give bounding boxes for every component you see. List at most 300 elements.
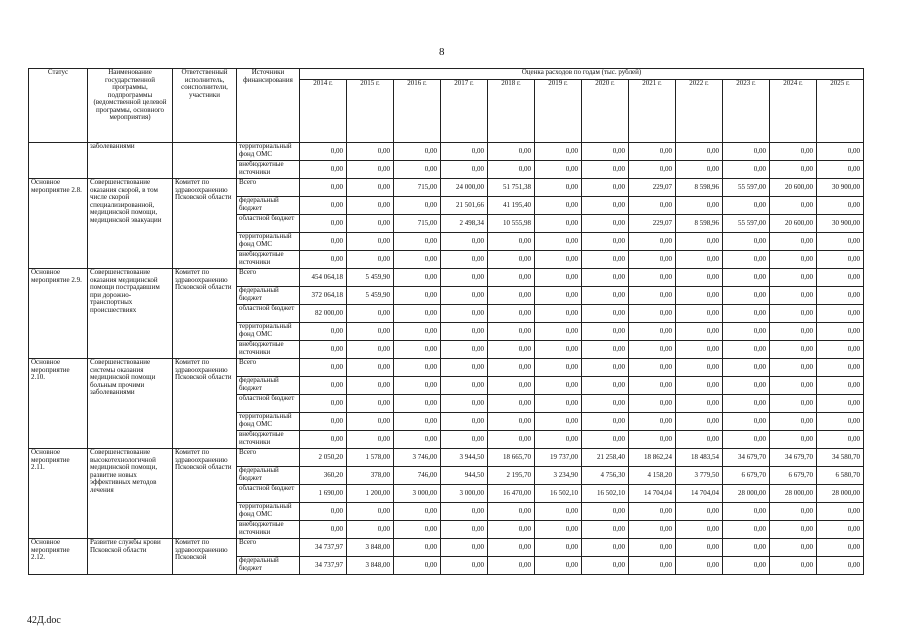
value-cell: 34 679,70: [723, 449, 770, 467]
value-cell: 0,00: [582, 557, 629, 575]
value-cell: 0,00: [629, 377, 676, 395]
value-cell: 0,00: [676, 233, 723, 251]
value-cell: 0,00: [347, 341, 394, 359]
value-cell: 0,00: [300, 359, 347, 377]
value-cell: 944,50: [441, 467, 488, 485]
value-cell: 0,00: [582, 197, 629, 215]
value-cell: 0,00: [629, 287, 676, 305]
value-cell: 0,00: [582, 377, 629, 395]
status-cell: Основное мероприятие 2.9.: [29, 269, 88, 359]
value-cell: 34 679,70: [770, 449, 817, 467]
source-cell: внебюджетные источники: [237, 431, 300, 449]
value-cell: 0,00: [535, 341, 582, 359]
value-cell: 0,00: [488, 359, 535, 377]
value-cell: 0,00: [817, 539, 864, 557]
value-cell: 0,00: [723, 359, 770, 377]
source-cell: территориальный фонд ОМС: [237, 143, 300, 161]
value-cell: 3 848,00: [347, 557, 394, 575]
value-cell: 0,00: [817, 359, 864, 377]
value-cell: 0,00: [723, 305, 770, 323]
value-cell: 0,00: [488, 161, 535, 179]
value-cell: 0,00: [488, 251, 535, 269]
value-cell: 0,00: [582, 179, 629, 197]
value-cell: 0,00: [629, 161, 676, 179]
header-estimate: Оценка расходов по годам (тыс. рублей): [300, 69, 864, 80]
value-cell: 454 064,18: [300, 269, 347, 287]
value-cell: 34 737,97: [300, 557, 347, 575]
value-cell: 1 200,00: [347, 485, 394, 503]
value-cell: 0,00: [347, 215, 394, 233]
value-cell: 0,00: [723, 233, 770, 251]
value-cell: 0,00: [817, 305, 864, 323]
source-cell: внебюджетные источники: [237, 341, 300, 359]
value-cell: 6 580,70: [817, 467, 864, 485]
value-cell: 0,00: [676, 143, 723, 161]
value-cell: 0,00: [629, 395, 676, 413]
expenditure-table: [28, 68, 864, 575]
source-cell: Всего: [237, 539, 300, 557]
value-cell: 0,00: [582, 215, 629, 233]
value-cell: 3 746,00: [394, 449, 441, 467]
table-row: [29, 143, 864, 161]
value-cell: 0,00: [723, 341, 770, 359]
value-cell: 0,00: [535, 233, 582, 251]
value-cell: 0,00: [394, 233, 441, 251]
source-cell: Всего: [237, 359, 300, 377]
value-cell: 0,00: [535, 215, 582, 233]
value-cell: 3 234,90: [535, 467, 582, 485]
value-cell: 30 900,00: [817, 179, 864, 197]
source-cell: Всего: [237, 449, 300, 467]
value-cell: 0,00: [347, 521, 394, 539]
value-cell: 0,00: [441, 431, 488, 449]
value-cell: 0,00: [347, 503, 394, 521]
value-cell: 6 679,70: [723, 467, 770, 485]
value-cell: 24 000,00: [441, 179, 488, 197]
value-cell: 0,00: [394, 197, 441, 215]
value-cell: 0,00: [535, 395, 582, 413]
source-cell: федеральный бюджет: [237, 467, 300, 485]
header-year: 2024 г.: [770, 80, 817, 143]
value-cell: 0,00: [817, 413, 864, 431]
value-cell: 0,00: [582, 287, 629, 305]
source-cell: областной бюджет: [237, 395, 300, 413]
value-cell: 0,00: [676, 197, 723, 215]
value-cell: 16 502,10: [582, 485, 629, 503]
value-cell: 82 000,00: [300, 305, 347, 323]
value-cell: 0,00: [488, 323, 535, 341]
header-year: 2018 г.: [488, 80, 535, 143]
source-cell: Всего: [237, 269, 300, 287]
source-cell: территориальный фонд ОМС: [237, 233, 300, 251]
value-cell: 55 597,00: [723, 215, 770, 233]
executor-cell: Комитет по здравоохранению Псковской области: [173, 359, 237, 449]
value-cell: 0,00: [347, 395, 394, 413]
table-row: [29, 539, 864, 557]
table-row: [29, 449, 864, 467]
table-row: [29, 269, 864, 287]
value-cell: 0,00: [676, 557, 723, 575]
value-cell: 0,00: [723, 143, 770, 161]
value-cell: 0,00: [488, 305, 535, 323]
value-cell: 0,00: [629, 413, 676, 431]
value-cell: 0,00: [300, 395, 347, 413]
value-cell: 0,00: [394, 377, 441, 395]
value-cell: 0,00: [300, 215, 347, 233]
value-cell: 715,00: [394, 215, 441, 233]
value-cell: 0,00: [723, 197, 770, 215]
value-cell: 360,20: [300, 467, 347, 485]
value-cell: 0,00: [394, 431, 441, 449]
value-cell: 0,00: [817, 521, 864, 539]
value-cell: 0,00: [300, 413, 347, 431]
value-cell: 0,00: [817, 269, 864, 287]
name-cell: Совершенствование оказания медицинской помощи пострадавшим при дорожно-транспортных происшествиях: [88, 269, 173, 359]
value-cell: 0,00: [394, 521, 441, 539]
value-cell: 0,00: [300, 503, 347, 521]
value-cell: 0,00: [582, 413, 629, 431]
value-cell: 0,00: [676, 269, 723, 287]
value-cell: 0,00: [535, 557, 582, 575]
value-cell: 0,00: [629, 143, 676, 161]
value-cell: 0,00: [817, 197, 864, 215]
value-cell: 14 704,04: [676, 485, 723, 503]
value-cell: 0,00: [723, 431, 770, 449]
value-cell: 0,00: [394, 539, 441, 557]
executor-cell: Комитет по здравоохранению Псковской: [173, 539, 237, 575]
value-cell: 0,00: [723, 539, 770, 557]
source-cell: областной бюджет: [237, 485, 300, 503]
value-cell: 0,00: [535, 269, 582, 287]
value-cell: 0,00: [441, 377, 488, 395]
value-cell: 19 737,00: [535, 449, 582, 467]
value-cell: 0,00: [488, 341, 535, 359]
value-cell: 0,00: [817, 395, 864, 413]
value-cell: 0,00: [582, 341, 629, 359]
value-cell: 0,00: [770, 413, 817, 431]
value-cell: 0,00: [723, 323, 770, 341]
value-cell: 0,00: [441, 341, 488, 359]
status-cell: Основное мероприятие 2.12.: [29, 539, 88, 575]
value-cell: 0,00: [488, 377, 535, 395]
source-cell: федеральный бюджет: [237, 287, 300, 305]
value-cell: 0,00: [441, 323, 488, 341]
value-cell: 0,00: [441, 287, 488, 305]
value-cell: 0,00: [629, 305, 676, 323]
value-cell: 0,00: [582, 143, 629, 161]
value-cell: 0,00: [676, 395, 723, 413]
value-cell: 0,00: [347, 143, 394, 161]
value-cell: 3 000,00: [441, 485, 488, 503]
page-number: 8: [439, 46, 445, 58]
value-cell: 0,00: [817, 143, 864, 161]
value-cell: 0,00: [629, 323, 676, 341]
source-cell: федеральный бюджет: [237, 557, 300, 575]
header-source: Источники финансирования: [237, 69, 300, 143]
value-cell: 0,00: [817, 341, 864, 359]
value-cell: 0,00: [394, 269, 441, 287]
value-cell: 0,00: [723, 521, 770, 539]
value-cell: 0,00: [488, 395, 535, 413]
value-cell: 378,00: [347, 467, 394, 485]
value-cell: 0,00: [629, 503, 676, 521]
value-cell: 0,00: [300, 323, 347, 341]
value-cell: 0,00: [300, 341, 347, 359]
value-cell: 0,00: [488, 233, 535, 251]
source-cell: федеральный бюджет: [237, 197, 300, 215]
name-cell: заболеваниями: [88, 143, 173, 179]
value-cell: 0,00: [629, 233, 676, 251]
value-cell: 0,00: [582, 305, 629, 323]
value-cell: 0,00: [488, 431, 535, 449]
executor-cell: [173, 143, 237, 179]
value-cell: 0,00: [629, 269, 676, 287]
header-executor: Ответственный исполнитель, соисполнители, участники: [173, 69, 237, 143]
value-cell: 229,07: [629, 215, 676, 233]
value-cell: 1 578,00: [347, 449, 394, 467]
value-cell: 0,00: [582, 359, 629, 377]
value-cell: 0,00: [676, 521, 723, 539]
value-cell: 0,00: [535, 413, 582, 431]
value-cell: 0,00: [535, 359, 582, 377]
value-cell: 0,00: [347, 179, 394, 197]
value-cell: 0,00: [300, 251, 347, 269]
value-cell: 0,00: [535, 197, 582, 215]
value-cell: 0,00: [629, 359, 676, 377]
name-cell: Совершенствование системы оказания медицинской помощи больным прочими заболеваниями: [88, 359, 173, 449]
value-cell: 0,00: [488, 521, 535, 539]
value-cell: 0,00: [582, 521, 629, 539]
value-cell: 16 470,00: [488, 485, 535, 503]
value-cell: 0,00: [535, 161, 582, 179]
value-cell: 0,00: [441, 521, 488, 539]
value-cell: 16 502,10: [535, 485, 582, 503]
source-cell: внебюджетные источники: [237, 251, 300, 269]
name-cell: Совершенствование оказания скорой, в том числе скорой специализированной, медицинской помощи, медицинской эвакуации: [88, 179, 173, 269]
value-cell: 2 498,34: [441, 215, 488, 233]
value-cell: 0,00: [676, 161, 723, 179]
value-cell: 0,00: [770, 143, 817, 161]
value-cell: 0,00: [676, 305, 723, 323]
value-cell: 34 580,70: [817, 449, 864, 467]
value-cell: 0,00: [394, 287, 441, 305]
value-cell: 0,00: [676, 377, 723, 395]
value-cell: 0,00: [582, 395, 629, 413]
value-cell: 18 665,70: [488, 449, 535, 467]
source-cell: территориальный фонд ОМС: [237, 413, 300, 431]
value-cell: 0,00: [394, 557, 441, 575]
value-cell: 0,00: [817, 161, 864, 179]
value-cell: 0,00: [300, 197, 347, 215]
value-cell: 0,00: [441, 251, 488, 269]
value-cell: 18 862,24: [629, 449, 676, 467]
value-cell: 0,00: [770, 197, 817, 215]
value-cell: 8 598,96: [676, 179, 723, 197]
value-cell: 28 000,00: [817, 485, 864, 503]
value-cell: 0,00: [347, 431, 394, 449]
header-year: 2025 г.: [817, 80, 864, 143]
value-cell: 0,00: [676, 413, 723, 431]
name-cell: Совершенствование высокотехнологичной медицинской помощи, развитие новых эффективных методов лечения: [88, 449, 173, 539]
value-cell: 21 258,40: [582, 449, 629, 467]
value-cell: 0,00: [441, 359, 488, 377]
value-cell: 0,00: [817, 287, 864, 305]
value-cell: 3 944,50: [441, 449, 488, 467]
value-cell: 0,00: [300, 161, 347, 179]
source-cell: внебюджетные источники: [237, 161, 300, 179]
header-year: 2020 г.: [582, 80, 629, 143]
value-cell: 229,07: [629, 179, 676, 197]
value-cell: 0,00: [629, 251, 676, 269]
value-cell: 0,00: [441, 233, 488, 251]
value-cell: 55 597,00: [723, 179, 770, 197]
value-cell: 0,00: [582, 233, 629, 251]
value-cell: 10 555,98: [488, 215, 535, 233]
name-cell: Развитие службы крови Псковской области: [88, 539, 173, 575]
value-cell: 0,00: [770, 557, 817, 575]
value-cell: 3 848,00: [347, 539, 394, 557]
status-cell: Основное мероприятие 2.8.: [29, 179, 88, 269]
value-cell: 0,00: [441, 557, 488, 575]
source-cell: внебюджетные источники: [237, 521, 300, 539]
value-cell: 0,00: [347, 377, 394, 395]
value-cell: 0,00: [676, 503, 723, 521]
value-cell: 0,00: [535, 521, 582, 539]
source-cell: Всего: [237, 179, 300, 197]
value-cell: 0,00: [535, 503, 582, 521]
value-cell: 3 779,50: [676, 467, 723, 485]
header-year: 2017 г.: [441, 80, 488, 143]
executor-cell: Комитет по здравоохранению Псковской области: [173, 179, 237, 269]
value-cell: 0,00: [394, 413, 441, 431]
value-cell: 0,00: [488, 269, 535, 287]
value-cell: 0,00: [347, 197, 394, 215]
value-cell: 0,00: [676, 539, 723, 557]
header-year: 2021 г.: [629, 80, 676, 143]
value-cell: 8 598,96: [676, 215, 723, 233]
value-cell: 51 751,38: [488, 179, 535, 197]
table-row: [29, 179, 864, 197]
value-cell: 0,00: [394, 341, 441, 359]
value-cell: 0,00: [488, 413, 535, 431]
value-cell: 20 600,00: [770, 179, 817, 197]
value-cell: 0,00: [347, 161, 394, 179]
value-cell: 0,00: [817, 431, 864, 449]
header-status: Статус: [29, 69, 88, 143]
value-cell: 0,00: [441, 395, 488, 413]
value-cell: 0,00: [676, 431, 723, 449]
value-cell: 0,00: [394, 323, 441, 341]
value-cell: 0,00: [441, 539, 488, 557]
value-cell: 0,00: [723, 377, 770, 395]
value-cell: 6 679,70: [770, 467, 817, 485]
value-cell: 3 000,00: [394, 485, 441, 503]
value-cell: 0,00: [817, 323, 864, 341]
value-cell: 28 000,00: [723, 485, 770, 503]
value-cell: 0,00: [676, 359, 723, 377]
value-cell: 0,00: [347, 413, 394, 431]
value-cell: 715,00: [394, 179, 441, 197]
value-cell: 0,00: [441, 305, 488, 323]
value-cell: 0,00: [488, 557, 535, 575]
header-year: 2014 г.: [300, 80, 347, 143]
value-cell: 372 064,18: [300, 287, 347, 305]
source-cell: территориальный фонд ОМС: [237, 503, 300, 521]
value-cell: 0,00: [347, 305, 394, 323]
value-cell: 5 459,90: [347, 269, 394, 287]
value-cell: 0,00: [535, 305, 582, 323]
value-cell: 2 195,70: [488, 467, 535, 485]
value-cell: 0,00: [817, 503, 864, 521]
value-cell: 1 690,00: [300, 485, 347, 503]
value-cell: 0,00: [629, 521, 676, 539]
value-cell: 0,00: [770, 323, 817, 341]
value-cell: 20 600,00: [770, 215, 817, 233]
value-cell: 0,00: [723, 287, 770, 305]
value-cell: 0,00: [488, 143, 535, 161]
header-year: 2015 г.: [347, 80, 394, 143]
value-cell: 0,00: [535, 143, 582, 161]
table-row: [29, 359, 864, 377]
value-cell: 41 195,40: [488, 197, 535, 215]
value-cell: 0,00: [300, 377, 347, 395]
header-year: 2022 г.: [676, 80, 723, 143]
value-cell: 30 900,00: [817, 215, 864, 233]
value-cell: 0,00: [676, 251, 723, 269]
value-cell: 0,00: [676, 323, 723, 341]
value-cell: 0,00: [441, 143, 488, 161]
value-cell: 0,00: [770, 431, 817, 449]
value-cell: 0,00: [770, 251, 817, 269]
value-cell: 0,00: [817, 233, 864, 251]
value-cell: 0,00: [723, 413, 770, 431]
value-cell: 0,00: [582, 431, 629, 449]
value-cell: 5 459,90: [347, 287, 394, 305]
value-cell: 0,00: [394, 251, 441, 269]
value-cell: 0,00: [300, 233, 347, 251]
value-cell: 0,00: [394, 503, 441, 521]
value-cell: 0,00: [723, 503, 770, 521]
value-cell: 0,00: [770, 503, 817, 521]
value-cell: 0,00: [723, 557, 770, 575]
value-cell: 0,00: [770, 233, 817, 251]
value-cell: 0,00: [770, 395, 817, 413]
value-cell: 0,00: [629, 557, 676, 575]
value-cell: 0,00: [441, 161, 488, 179]
value-cell: 0,00: [723, 251, 770, 269]
value-cell: 0,00: [347, 359, 394, 377]
value-cell: 0,00: [629, 431, 676, 449]
source-cell: областной бюджет: [237, 215, 300, 233]
value-cell: 0,00: [676, 341, 723, 359]
value-cell: 0,00: [347, 233, 394, 251]
value-cell: 0,00: [582, 323, 629, 341]
value-cell: 0,00: [770, 539, 817, 557]
value-cell: 746,00: [394, 467, 441, 485]
value-cell: 0,00: [347, 251, 394, 269]
value-cell: 0,00: [535, 251, 582, 269]
value-cell: 0,00: [535, 179, 582, 197]
value-cell: 0,00: [300, 521, 347, 539]
value-cell: 4 158,20: [629, 467, 676, 485]
executor-cell: Комитет по здравоохранению Псковской области: [173, 269, 237, 359]
value-cell: 0,00: [629, 197, 676, 215]
value-cell: 34 737,97: [300, 539, 347, 557]
value-cell: 2 050,20: [300, 449, 347, 467]
value-cell: 0,00: [394, 305, 441, 323]
header-name: Наименование государственной программы, подпрограммы (ведомственной целевой программы, основного мероприятия): [88, 69, 173, 143]
header-year: 2016 г.: [394, 80, 441, 143]
